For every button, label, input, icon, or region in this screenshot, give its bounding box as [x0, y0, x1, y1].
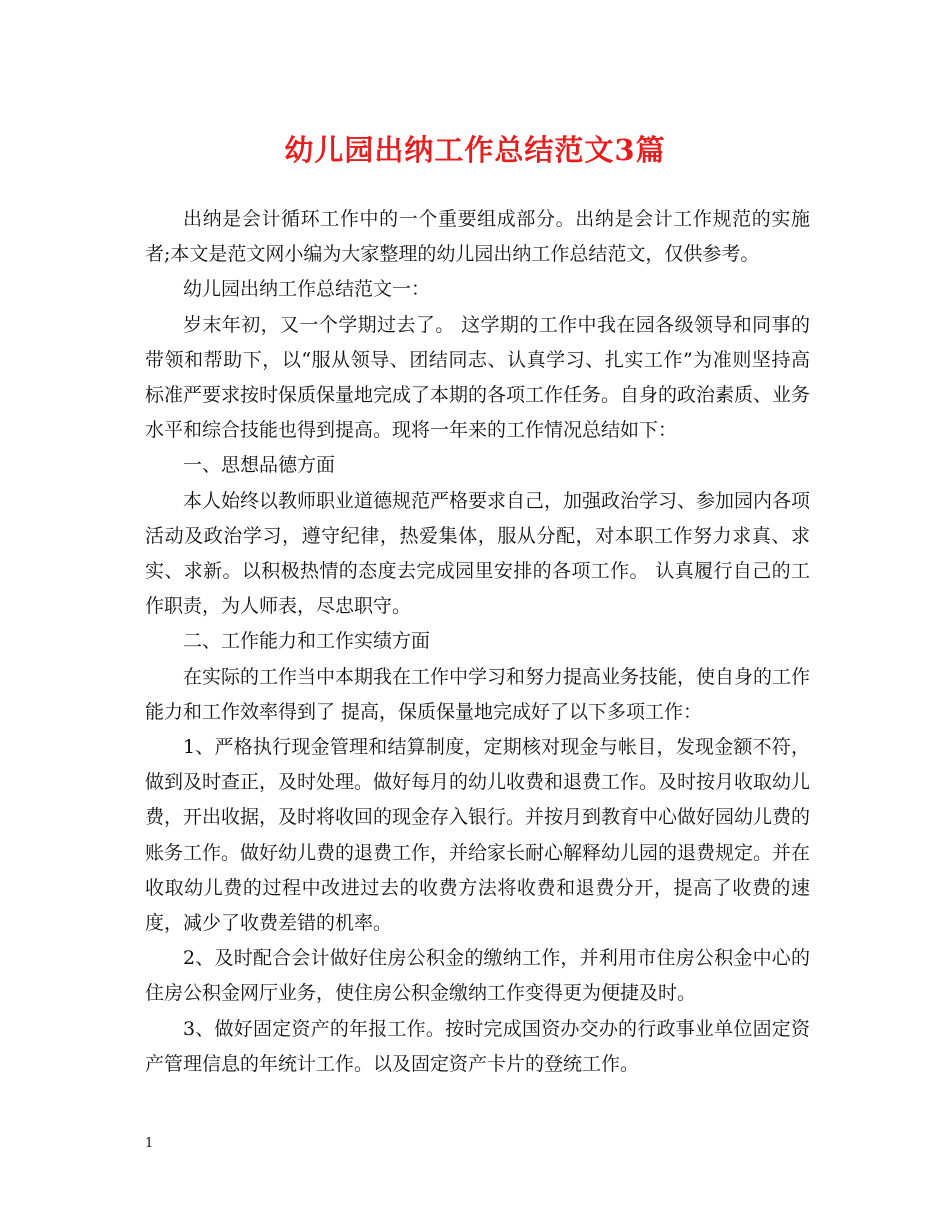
page-number: 1	[145, 1136, 154, 1151]
paragraph-heading-1: 一、思想品德方面	[183, 454, 336, 477]
paragraph-item-2: 2、及时配合会计做好住房公积金的缴纳工作，并利用市住房公积金中心的住房公积金网厅业务，使住房公积金缴纳工作变得更为便捷及时。	[145, 947, 810, 1005]
paragraph-morality: 本人始终以教师职业道德规范严格要求自己，加强政治学习、参加园内各项活动及政治学习，遵守纪律，热爱集体，服从分配，对本职工作努力求真、求实、求新。以积极热情的态度去完成园里安排的各项工作。 认真履行自己的工作职责，为人师表，尽忠职守。	[145, 489, 811, 618]
paragraph-item-3: 3、做好固定资产的年报工作。按时完成国资办交办的行政事业单位固定资产管理信息的年统计工作。以及固定资产卡片的登统工作。	[145, 1017, 810, 1075]
document-title: 幼儿园出纳工作总结范文3篇	[284, 133, 666, 167]
document-body	[145, 202, 810, 1082]
paragraph-heading-2: 二、工作能力和工作实绩方面	[183, 630, 431, 653]
paragraph-item-1: 1、严格执行现金管理和结算制度，定期核对现金与帐目，发现金额不符，做到及时查正，及时处理。做好每月的幼儿收费和退费工作。及时按月收取幼儿费，开出收据，及时将收回的现金存入银行。并按月到教育中心做好园幼儿费的账务工作。做好幼儿费的退费工作，并给家长耐心解释幼儿园的退费规定。并在收取幼儿费的过程中改进过去的收费方法将收费和退费分开，提高了收费的速度，减少了收费差错的机率。	[145, 736, 811, 935]
paragraph-section-heading: 幼儿园出纳工作总结范文一：	[183, 278, 431, 301]
paragraph-ability: 在实际的工作当中本期我在工作中学习和努力提高业务技能，使自身的工作能力和工作效率得到了 提高，保质保量地完成好了以下多项工作：	[145, 665, 811, 723]
paragraph-intro: 出纳是会计循环工作中的一个重要组成部分。出纳是会计工作规范的实施者;本文是范文网小编为大家整理的幼儿园出纳工作总结范文，仅供参考。	[145, 208, 810, 266]
paragraph-opening: 岁末年初，又一个学期过去了。 这学期的工作中我在园各级领导和同事的带领和帮助下，以“服从领导、团结同志、认真学习、扎实工作”为准则坚持高标准严要求按时保质保量地完成了本期的各项工作任务。自身的政治素质、业务水平和综合技能也得到提高。现将一年来的工作情况总结如下：	[145, 313, 811, 442]
